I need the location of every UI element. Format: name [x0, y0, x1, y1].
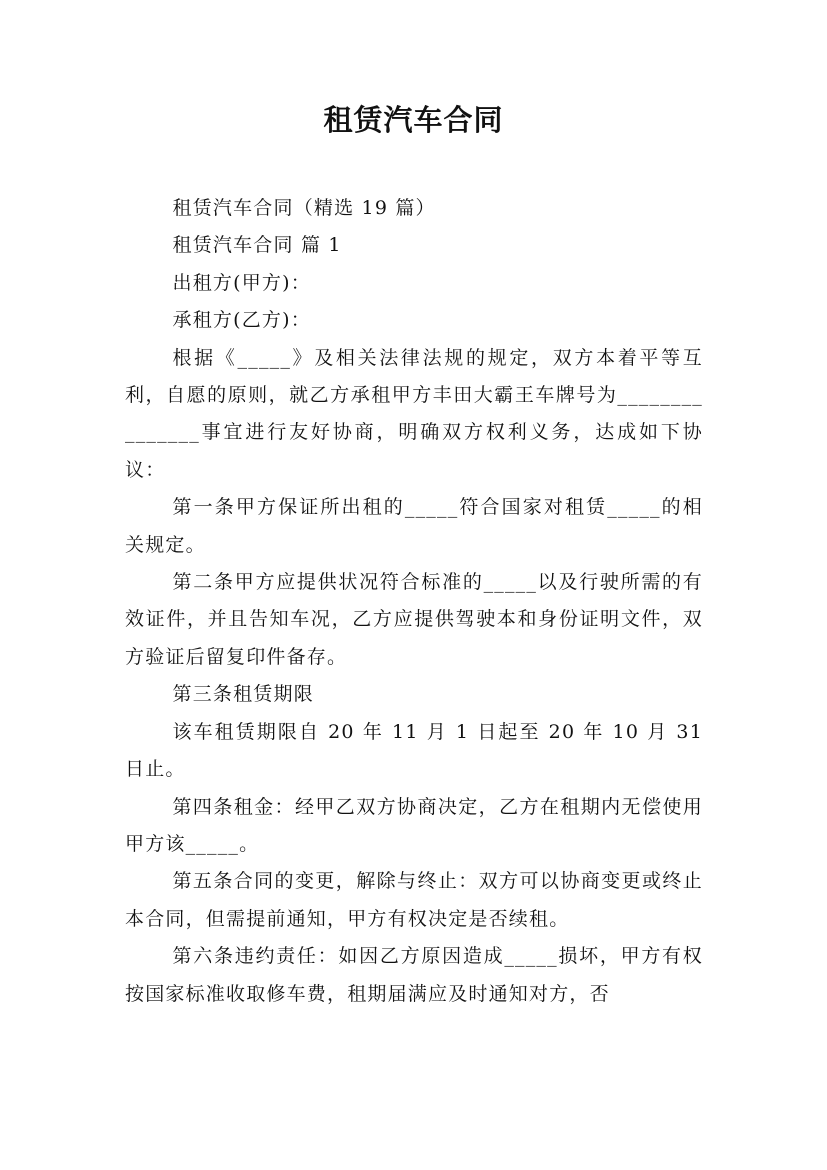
- paragraph-subtitle: 租赁汽车合同（精选 19 篇）: [172, 197, 436, 219]
- paragraph-article-4: 第四条租金：经甲乙双方协商决定，乙方在租期内无偿使用甲方该_____。: [125, 795, 703, 855]
- paragraph-lessor: 出租方(甲方)：: [172, 271, 311, 294]
- document-body: [125, 190, 703, 1013]
- document-title: 租赁汽车合同: [323, 103, 504, 137]
- paragraph-article-5: 第五条合同的变更，解除与终止：双方可以协商变更或终止本合同，但需提前通知，甲方有权决定是否续租。: [125, 870, 703, 930]
- paragraph-article-3-term: 该车租赁期限自 20 年 11 月 1 日起至 20 年 10 月 31 日止。: [125, 720, 703, 781]
- paragraph-article-3-heading: 第三条租赁期限: [172, 683, 314, 706]
- paragraph-lessee: 承租方(乙方)：: [172, 309, 311, 332]
- paragraph-section-heading: 租赁汽车合同 篇 1: [172, 234, 342, 257]
- paragraph-article-2: 第二条甲方应提供状况符合标准的_____以及行驶所需的有效证件，并且告知车况，乙方应提供驾驶本和身份证明文件，双方验证后留复印件备存。: [125, 571, 703, 668]
- paragraph-preamble: 根据《_____》及相关法律法规的规定，双方本着平等互利，自愿的原则，就乙方承租甲方丰田大霸王车牌号为_______________事宜进行友好协商，明确双方权利义务，达成如下协议：: [125, 346, 703, 481]
- paragraph-article-1: 第一条甲方保证所出租的_____符合国家对租赁_____的相关规定。: [125, 496, 703, 556]
- paragraph-article-6: 第六条违约责任：如因乙方原因造成_____损坏，甲方有权按国家标准收取修车费，租期届满应及时通知对方，否: [125, 945, 703, 1005]
